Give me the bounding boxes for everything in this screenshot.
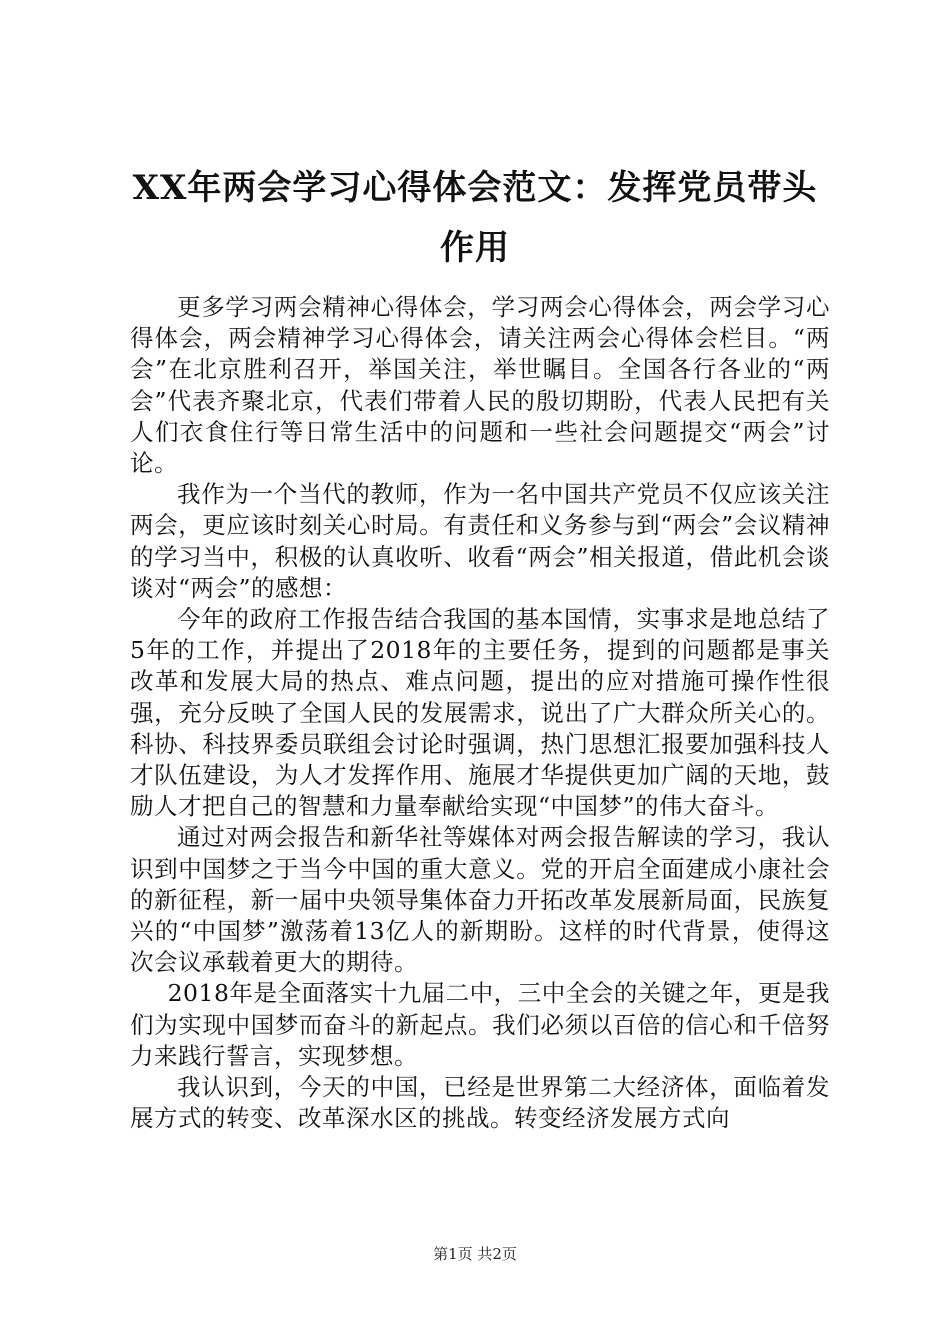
paragraph-5: 2018年是全面落实十九届二中，三中全会的关键之年，更是我们为实现中国梦而奋斗的新起点。我们必须以百倍的信心和千倍努力来践行誓言，实现梦想。: [130, 979, 830, 1070]
paragraph-3: 今年的政府工作报告结合我国的基本国情，实事求是地总结了5年的工作，并提出了2018年的主要任务，提到的问题都是事关改革和发展大局的热点、难点问题，提出的应对措施可操作性很强，充分反映了全国人民的发展需求，说出了广大群众所关心的。科协、科技界委员联组会讨论时强调，热门思想汇报要加强科技人才队伍建设，为人才发挥作用、施展才华提供更加广阔的天地，鼓励人才把自己的智慧和力量奉献给实现“中国梦”的伟大奋斗。: [130, 605, 830, 821]
document-body: [130, 292, 830, 1134]
paragraph-2: 我作为一个当代的教师，作为一名中国共产党员不仅应该关注两会，更应该时刻关心时局。有责任和义务参与到“两会”会议精神的学习当中，积极的认真收听、收看“两会”相关报道，借此机会谈谈对“两会”的感想：: [130, 480, 830, 602]
document-title: XX年两会学习心得体会范文：发挥党员带头作用: [132, 168, 818, 268]
page-footer: 第1页 共2页: [433, 1245, 517, 1263]
paragraph-6: 我认识到，今天的中国，已经是世界第二大经济体，面临着发展方式的转变、改革深水区的挑战。转变经济发展方式向: [130, 1073, 830, 1133]
paragraph-1: 更多学习两会精神心得体会，学习两会心得体会，两会学习心得体会，两会精神学习心得体会，请关注两会心得体会栏目。“两会”在北京胜利召开，举国关注，举世瞩目。全国各行各业的“两会”代表齐聚北京，代表们带着人民的殷切期盼，代表人民把有关人们衣食住行等日常生活中的问题和一些社会问题提交“两会”讨论。: [130, 293, 830, 478]
paragraph-4: 通过对两会报告和新华社等媒体对两会报告解读的学习，我认识到中国梦之于当今中国的重大意义。党的开启全面建成小康社会的新征程，新一届中央领导集体奋力开拓改革发展新局面，民族复兴的“中国梦”激荡着13亿人的新期盼。这样的时代背景，使得这次会议承载着更大的期待。: [130, 823, 830, 977]
